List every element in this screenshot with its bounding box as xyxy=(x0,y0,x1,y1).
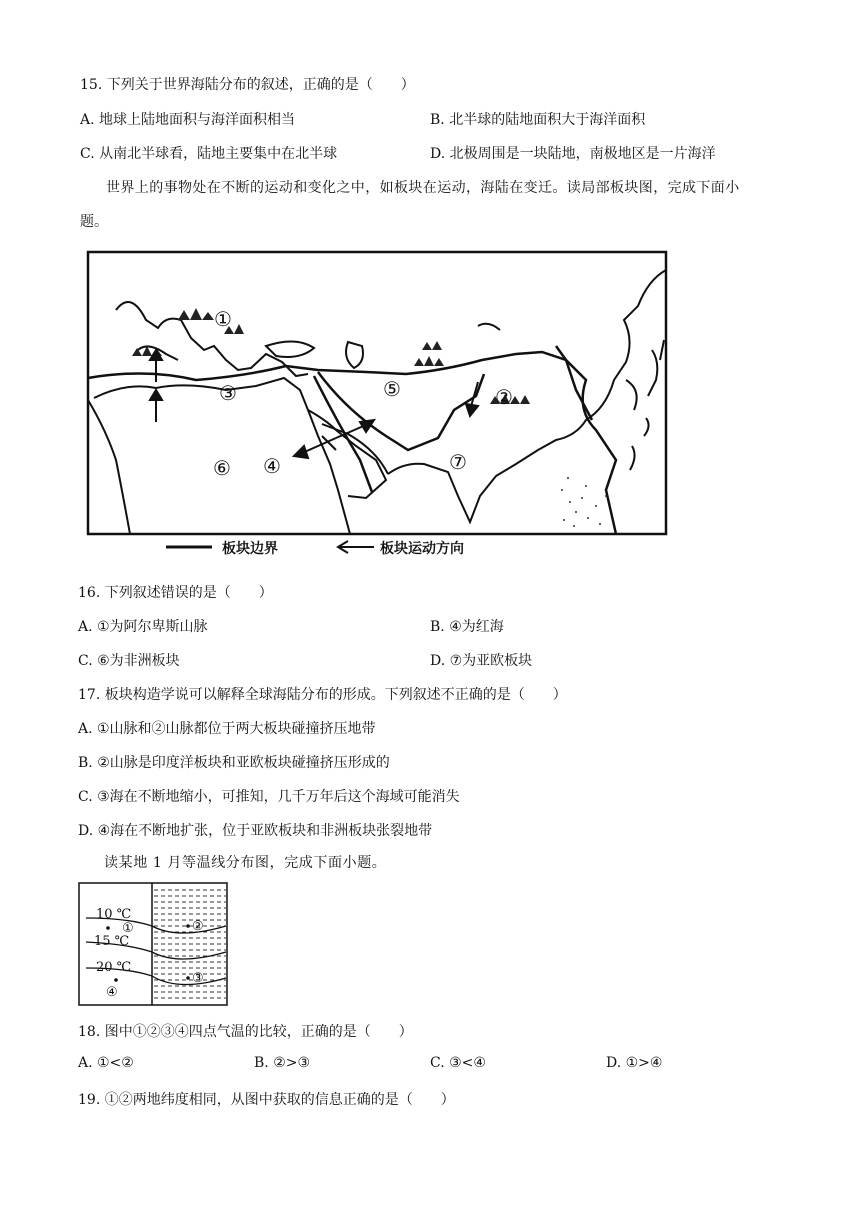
isotherm-20-label: 20 ℃ xyxy=(96,960,132,975)
map-label-4: ④ xyxy=(263,454,281,478)
q18-stem: 18. 图中①②③④四点气温的比较，正确的是（ ） xyxy=(78,1024,413,1040)
plate-map xyxy=(86,250,668,536)
legend-boundary-label: 板块边界 xyxy=(222,541,278,557)
q16-stem: 16. 下列叙述错误的是（ ） xyxy=(78,585,273,601)
intro-plates-line2: 题。 xyxy=(80,214,108,230)
q16-option-d: D. ⑦为亚欧板块 xyxy=(430,653,533,669)
q18-option-b: B. ②>③ xyxy=(254,1055,311,1071)
q19-stem: 19. ①②两地纬度相同，从图中获取的信息正确的是（ ） xyxy=(78,1092,455,1108)
map-label-6: ⑥ xyxy=(213,456,231,480)
q15-stem: 15. 下列关于世界海陆分布的叙述，正确的是（ ） xyxy=(80,77,415,93)
q17-option-a: A. ①山脉和②山脉都位于两大板块碰撞挤压地带 xyxy=(78,721,376,737)
map-label-5: ⑤ xyxy=(383,377,401,401)
q15-option-b: B. 北半球的陆地面积大于海洋面积 xyxy=(430,112,646,128)
q18-option-a: A. ①<② xyxy=(78,1055,134,1071)
isotherm-15-label: 15 ℃ xyxy=(94,934,130,949)
point-1-label: ① xyxy=(122,921,134,936)
q18-option-d: D. ①>④ xyxy=(606,1055,663,1071)
q16-option-c: C. ⑥为非洲板块 xyxy=(78,653,180,669)
q17-option-d: D. ④海在不断地扩张，位于亚欧板块和非洲板块张裂地带 xyxy=(78,823,433,839)
legend-direction-label: 板块运动方向 xyxy=(380,541,464,557)
point-2-label: ② xyxy=(192,919,204,934)
isotherm-diagram xyxy=(78,882,228,1006)
q17-option-c: C. ③海在不断地缩小，可推知，几千万年后这个海域可能消失 xyxy=(78,789,460,805)
legend-arrow-icon xyxy=(336,540,376,554)
q16-option-a: A. ①为阿尔卑斯山脉 xyxy=(78,619,208,635)
point-3-label: ③ xyxy=(192,971,204,986)
intro-isotherm: 读某地 1 月等温线分布图，完成下面小题。 xyxy=(104,855,387,871)
q15-option-c: C. 从南北半球看，陆地主要集中在北半球 xyxy=(80,146,338,162)
map-label-3: ③ xyxy=(219,381,237,405)
isotherm-10-label: 10 ℃ xyxy=(96,907,132,922)
q15-option-d: D. 北极周围是一块陆地，南极地区是一片海洋 xyxy=(430,146,716,162)
map-label-2: ② xyxy=(495,385,513,409)
q16-option-b: B. ④为红海 xyxy=(430,619,504,635)
point-4-label: ④ xyxy=(106,985,118,1000)
map-label-7: ⑦ xyxy=(449,450,467,474)
q17-stem: 17. 板块构造学说可以解释全球海陆分布的形成。下列叙述不正确的是（ ） xyxy=(78,687,567,703)
q18-option-c: C. ③<④ xyxy=(430,1055,486,1071)
map-label-1: ① xyxy=(214,307,232,331)
intro-plates-line1: 世界上的事物处在不断的运动和变化之中，如板块在运动，海陆在变迁。读局部板块图，完成下面小 xyxy=(106,180,740,196)
q15-option-a: A. 地球上陆地面积与海洋面积相当 xyxy=(80,112,296,128)
q17-option-b: B. ②山脉是印度洋板块和亚欧板块碰撞挤压形成的 xyxy=(78,755,390,771)
